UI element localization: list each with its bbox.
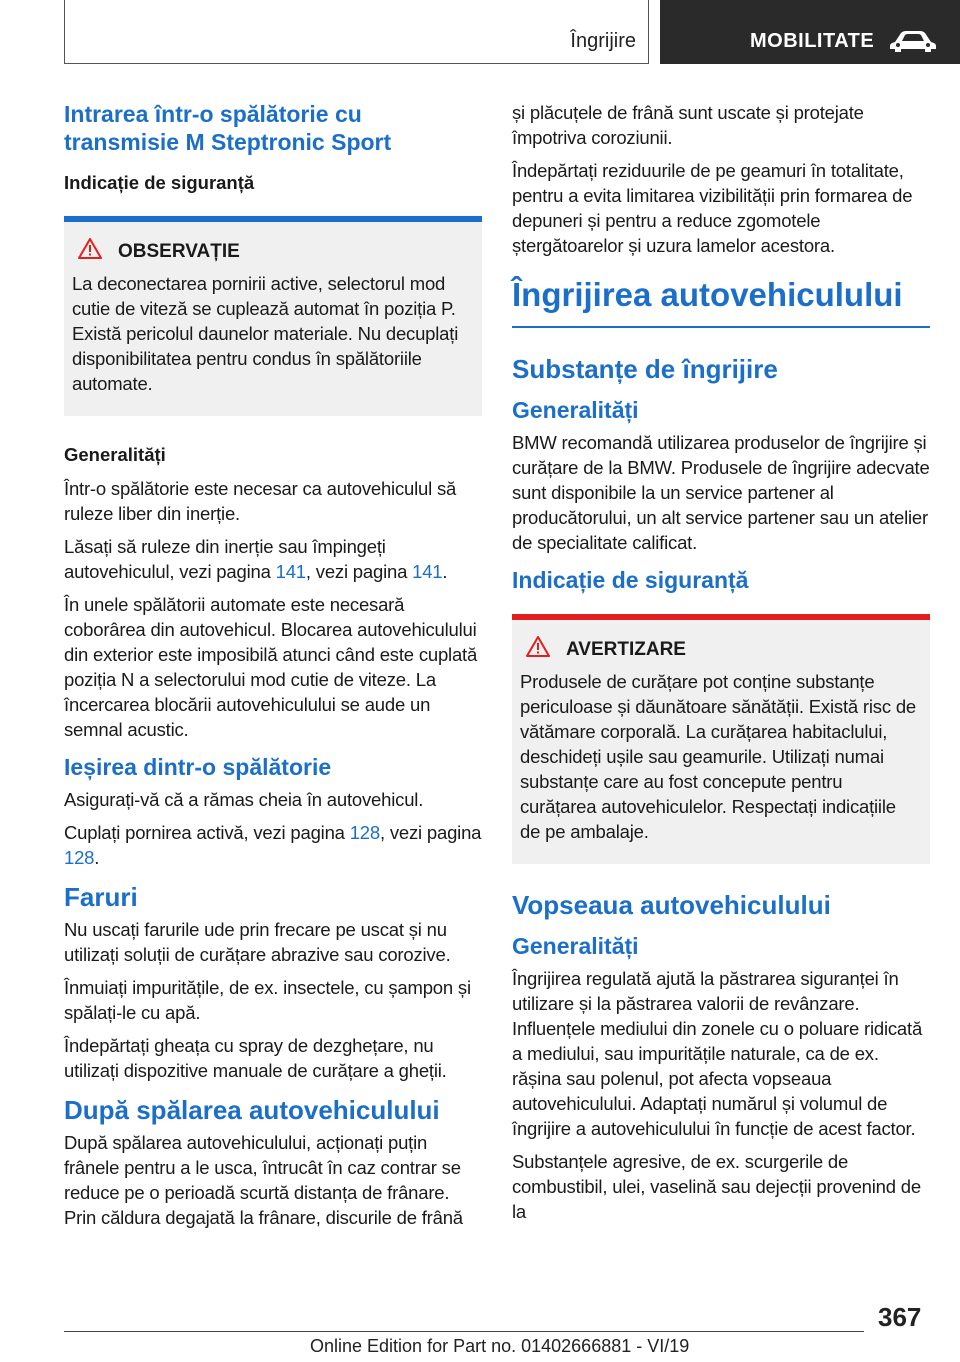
general-paragraph-3: În unele spălătorii automate este necesară coborârea din autovehicul. Blocarea autovehiculului din exterior este imposibilă atunci când este cuplată poziția N a selectorului mod cutie de viteze. La încercarea blocării autovehiculului se aude un semnal acustic. [64,594,478,740]
footer-divider [64,1331,864,1332]
warning-triangle-icon [520,636,566,663]
continued-paragraph-2: Îndepărtați reziduurile de pe geamuri în totalitate, pentru a evita limitarea vizibilității prin formarea de depuneri și pentru a reduce zgomotele ștergătoarelor și uzura lamelor acestora. [512,160,913,256]
general-label: Generalități [64,444,166,465]
footer-edition: Online Edition for Part no. 01402666881 - VI/19 [310,1336,690,1356]
page-link-141[interactable]: 141 [275,561,306,582]
warning-text: Produsele de curățare pot conține substanțe periculoase și dăunătoare sănătății. Există risc de vătămare corporală. La curățarea habitaclului, deschideți ușile sau geamurile. Utilizați numai substanțe care au fost concepute pentru curățarea autovehiculelor. Respectați indicațiile de pe ambalaje. [520,671,916,842]
page-link-141-b[interactable]: 141 [412,561,443,582]
header-chapter-title: MOBILITATE [750,30,875,52]
continued-paragraph-1: și plăcuțele de frână sunt uscate și protejate împotriva coroziunii. [512,102,864,148]
notice-heading: OBSERVAȚIE [118,240,240,262]
chapter-title-vehicle-care: Îngrijirea autovehiculului [512,276,930,328]
headlights-paragraph-2: Înmuiați impuritățile, de ex. insectele, cu șampon și spălați-le cu apă. [64,977,471,1023]
exit-paragraph-1: Asigurați-vă că a rămas cheia în autovehicul. [64,789,424,810]
section-title-safety: Indicație de siguranță [512,567,749,593]
after-wash-paragraph: După spălarea autovehiculului, acționați puțin frânele pentru a le usca, întrucât în caz contrar se reduce pe o perioadă scurtă distanța de frânare. Prin căldura degajată la frânare, discurile de frână [64,1132,463,1228]
notice-text: La deconectarea pornirii active, selectorul mod cutie de viteză se cuplează automat în poziția P. Există pericolul daunelor materiale. Nu decuplați disponibilitatea pentru condus în spălătoriile automate. [72,273,459,394]
general-paragraph-2: Lăsați să ruleze din inerție sau împingeți autovehiculul, vezi pagina 141, vezi pagina 141. [64,536,448,582]
care-general-label: Generalități [512,397,639,423]
safety-label: Indicație de siguranță [64,172,255,193]
header-section-box [64,0,649,64]
warning-triangle-icon [72,238,118,265]
header-chapter-bar [660,0,960,64]
paint-paragraph-2: Substanțele agresive, de ex. scurgerile de combustibil, ulei, vaselină sau dejecții provenind de la [512,1151,921,1222]
page-link-128[interactable]: 128 [349,822,380,843]
exit-paragraph-2: Cuplați pornirea activă, vezi pagina 128, vezi pagina 128. [64,822,482,868]
page-link-128-b[interactable]: 128 [64,847,95,868]
car-icon [889,28,937,59]
left-column [64,100,482,1238]
section-title-exit: Ieșirea dintr-o spălătorie [64,754,332,780]
section-title-headlights: Faruri [64,882,138,912]
header-section-title: Îngrijire [570,30,636,52]
headlights-paragraph-3: Îndepărtați gheața cu spray de dezghețare, nu utilizați dispozitive manuale de curățare a gheții. [64,1035,447,1081]
headlights-paragraph-1: Nu uscați farurile ude prin frecare pe uscat și nu utilizați soluții de curățare abrazive sau corozive. [64,919,451,965]
notice-box [64,216,482,416]
right-column [512,100,930,1232]
section-title-after-wash: După spălarea autovehiculului [64,1095,440,1125]
care-paragraph: BMW recomandă utilizarea produselor de îngrijire și curățare de la BMW. Produsele de îngrijire adecvate sunt disponibile la un service partener al producătorului, un alt service partener sau un atelier de specialitate calificat. [512,432,930,553]
paint-paragraph-1: Îngrijirea regulată ajută la păstrarea siguranței în utilizare și la păstrarea valorii de revânzare. Influențele mediului din zonele cu o poluare ridicată a mediului, sau impuritățile naturale, ca de ex. rășina sau polenul, pot afecta vopseaua autovehiculului. Adaptați numărul și volumul de îngrijire a autovehiculului în funcție de acest factor. [512,968,923,1139]
section-title-carwash: Intrarea într-o spălătorie cu transmisie M Steptronic Sport [64,101,392,155]
page-number: 367 [878,1302,922,1332]
section-title-care-products: Substanțe de îngrijire [512,354,778,384]
warning-box [512,614,930,864]
general-paragraph-1: Într-o spălătorie este necesar ca autovehiculul să ruleze liber din inerție. [64,478,457,524]
section-title-paint: Vopseaua autovehiculului [512,890,831,920]
paint-general-label: Generalități [512,933,639,959]
warning-heading: AVERTIZARE [566,638,686,660]
